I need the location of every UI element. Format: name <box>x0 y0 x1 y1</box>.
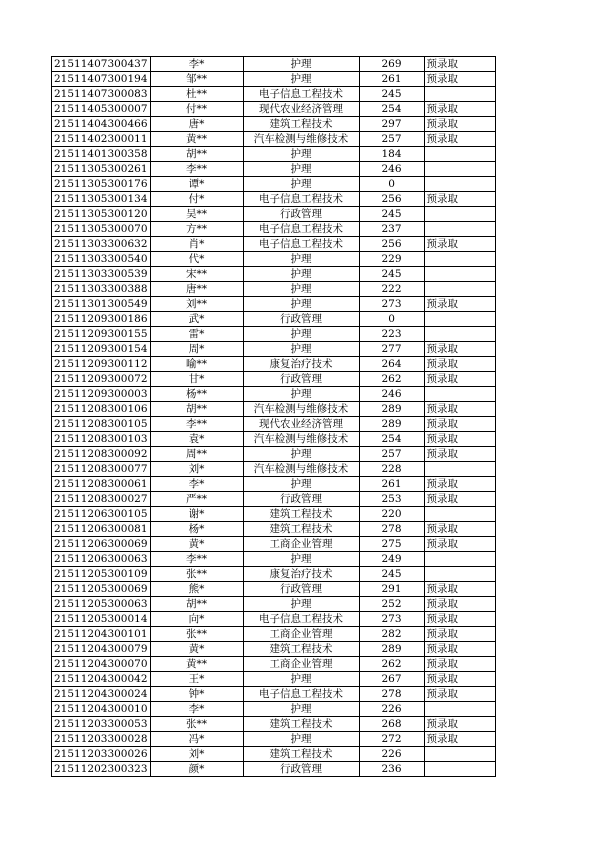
score-cell: 245 <box>359 267 424 282</box>
table-row <box>52 372 496 387</box>
score-cell: 0 <box>359 177 424 192</box>
table-row <box>52 552 496 567</box>
admission-status-cell <box>424 567 495 582</box>
admission-status-cell <box>424 312 495 327</box>
score-cell: 257 <box>359 447 424 462</box>
major-cell: 电子信息工程技术 <box>243 612 359 627</box>
table-row <box>52 627 496 642</box>
table-row <box>52 87 496 102</box>
score-cell: 252 <box>359 597 424 612</box>
admission-status-cell: 预录取 <box>424 72 495 87</box>
major-cell: 工商企业管理 <box>243 627 359 642</box>
major-cell: 护理 <box>243 342 359 357</box>
table-row <box>52 402 496 417</box>
candidate-name-cell: 李* <box>150 702 243 717</box>
admission-status-cell <box>424 747 495 762</box>
table-row <box>52 702 496 717</box>
major-cell: 护理 <box>243 57 359 72</box>
admission-status-cell <box>424 387 495 402</box>
admission-status-cell <box>424 267 495 282</box>
major-cell: 护理 <box>243 267 359 282</box>
candidate-id-cell: 21511202300323 <box>52 762 151 777</box>
major-cell: 建筑工程技术 <box>243 117 359 132</box>
major-cell: 建筑工程技术 <box>243 717 359 732</box>
admission-status-cell: 预录取 <box>424 657 495 672</box>
table-row <box>52 327 496 342</box>
table-row <box>52 117 496 132</box>
table-row <box>52 357 496 372</box>
major-cell: 护理 <box>243 672 359 687</box>
score-cell: 256 <box>359 192 424 207</box>
candidate-id-cell: 21511204300010 <box>52 702 151 717</box>
candidate-id-cell: 21511305300134 <box>52 192 151 207</box>
major-cell: 汽车检测与维修技术 <box>243 432 359 447</box>
major-cell: 护理 <box>243 252 359 267</box>
candidate-name-cell: 黄* <box>150 537 243 552</box>
table-row <box>52 642 496 657</box>
table-row <box>52 222 496 237</box>
major-cell: 护理 <box>243 147 359 162</box>
admission-status-cell: 预录取 <box>424 372 495 387</box>
major-cell: 护理 <box>243 387 359 402</box>
admission-status-cell: 预录取 <box>424 717 495 732</box>
admission-status-cell: 预录取 <box>424 237 495 252</box>
score-cell: 222 <box>359 282 424 297</box>
admission-status-cell <box>424 162 495 177</box>
candidate-name-cell: 周* <box>150 342 243 357</box>
table-row <box>52 507 496 522</box>
admission-status-cell: 预录取 <box>424 672 495 687</box>
score-cell: 269 <box>359 57 424 72</box>
major-cell: 行政管理 <box>243 762 359 777</box>
score-cell: 277 <box>359 342 424 357</box>
major-cell: 电子信息工程技术 <box>243 87 359 102</box>
table-row <box>52 492 496 507</box>
candidate-id-cell: 21511203300026 <box>52 747 151 762</box>
candidate-name-cell: 李** <box>150 552 243 567</box>
major-cell: 工商企业管理 <box>243 657 359 672</box>
score-cell: 253 <box>359 492 424 507</box>
candidate-name-cell: 黄** <box>150 657 243 672</box>
candidate-name-cell: 张** <box>150 567 243 582</box>
candidate-id-cell: 21511206300069 <box>52 537 151 552</box>
admission-status-cell: 预录取 <box>424 117 495 132</box>
table-row <box>52 147 496 162</box>
score-cell: 261 <box>359 477 424 492</box>
table-row <box>52 192 496 207</box>
score-cell: 246 <box>359 162 424 177</box>
candidate-name-cell: 谢* <box>150 507 243 522</box>
candidate-name-cell: 付** <box>150 102 243 117</box>
candidate-name-cell: 向* <box>150 612 243 627</box>
major-cell: 护理 <box>243 732 359 747</box>
score-cell: 254 <box>359 102 424 117</box>
admission-status-cell <box>424 462 495 477</box>
major-cell: 建筑工程技术 <box>243 522 359 537</box>
candidate-id-cell: 21511204300101 <box>52 627 151 642</box>
admission-status-cell <box>424 762 495 777</box>
candidate-id-cell: 21511205300014 <box>52 612 151 627</box>
score-cell: 220 <box>359 507 424 522</box>
major-cell: 护理 <box>243 447 359 462</box>
candidate-name-cell: 王* <box>150 672 243 687</box>
admission-status-cell: 预录取 <box>424 342 495 357</box>
table-row <box>52 537 496 552</box>
candidate-name-cell: 杨* <box>150 522 243 537</box>
major-cell: 护理 <box>243 597 359 612</box>
score-cell: 245 <box>359 567 424 582</box>
score-cell: 275 <box>359 537 424 552</box>
score-cell: 236 <box>359 762 424 777</box>
admission-status-cell: 预录取 <box>424 522 495 537</box>
major-cell: 护理 <box>243 177 359 192</box>
admission-status-cell: 预录取 <box>424 432 495 447</box>
major-cell: 行政管理 <box>243 492 359 507</box>
score-cell: 273 <box>359 612 424 627</box>
table-row <box>52 657 496 672</box>
candidate-id-cell: 21511303300632 <box>52 237 151 252</box>
score-cell: 297 <box>359 117 424 132</box>
admission-status-cell: 预录取 <box>424 627 495 642</box>
candidate-id-cell: 21511209300155 <box>52 327 151 342</box>
candidate-id-cell: 21511209300003 <box>52 387 151 402</box>
admission-status-cell: 预录取 <box>424 612 495 627</box>
major-cell: 护理 <box>243 162 359 177</box>
table-row <box>52 597 496 612</box>
candidate-name-cell: 喻** <box>150 357 243 372</box>
candidate-name-cell: 武* <box>150 312 243 327</box>
major-cell: 电子信息工程技术 <box>243 192 359 207</box>
score-cell: 254 <box>359 432 424 447</box>
candidate-name-cell: 刘** <box>150 297 243 312</box>
admission-status-cell: 预录取 <box>424 402 495 417</box>
candidate-name-cell: 谭* <box>150 177 243 192</box>
score-cell: 256 <box>359 237 424 252</box>
score-cell: 272 <box>359 732 424 747</box>
admission-status-cell: 预录取 <box>424 357 495 372</box>
candidate-id-cell: 21511209300112 <box>52 357 151 372</box>
table-row <box>52 162 496 177</box>
score-cell: 291 <box>359 582 424 597</box>
candidate-id-cell: 21511208300061 <box>52 477 151 492</box>
table-row <box>52 342 496 357</box>
score-cell: 223 <box>359 327 424 342</box>
admission-status-cell <box>424 177 495 192</box>
admission-status-cell <box>424 252 495 267</box>
candidate-id-cell: 21511204300042 <box>52 672 151 687</box>
candidate-id-cell: 21511203300053 <box>52 717 151 732</box>
major-cell: 行政管理 <box>243 312 359 327</box>
admission-status-cell <box>424 147 495 162</box>
candidate-name-cell: 杨** <box>150 387 243 402</box>
score-cell: 289 <box>359 642 424 657</box>
candidate-name-cell: 吴** <box>150 207 243 222</box>
candidate-id-cell: 21511204300070 <box>52 657 151 672</box>
candidate-id-cell: 21511204300024 <box>52 687 151 702</box>
candidate-name-cell: 严** <box>150 492 243 507</box>
admission-status-cell: 预录取 <box>424 102 495 117</box>
candidate-id-cell: 21511305300120 <box>52 207 151 222</box>
candidate-id-cell: 21511401300358 <box>52 147 151 162</box>
major-cell: 汽车检测与维修技术 <box>243 132 359 147</box>
table-row <box>52 282 496 297</box>
table-row <box>52 417 496 432</box>
table-row <box>52 717 496 732</box>
score-cell: 273 <box>359 297 424 312</box>
score-cell: 249 <box>359 552 424 567</box>
candidate-id-cell: 21511209300186 <box>52 312 151 327</box>
score-cell: 268 <box>359 717 424 732</box>
score-cell: 245 <box>359 207 424 222</box>
major-cell: 行政管理 <box>243 207 359 222</box>
candidate-id-cell: 21511303300388 <box>52 282 151 297</box>
candidate-id-cell: 21511404300466 <box>52 117 151 132</box>
admission-status-cell <box>424 87 495 102</box>
candidate-id-cell: 21511208300106 <box>52 402 151 417</box>
candidate-id-cell: 21511208300027 <box>52 492 151 507</box>
candidate-name-cell: 李* <box>150 477 243 492</box>
score-cell: 0 <box>359 312 424 327</box>
candidate-id-cell: 21511303300539 <box>52 267 151 282</box>
table-body <box>52 57 496 777</box>
candidate-id-cell: 21511206300063 <box>52 552 151 567</box>
table-row <box>52 207 496 222</box>
major-cell: 建筑工程技术 <box>243 507 359 522</box>
score-cell: 237 <box>359 222 424 237</box>
table-row <box>52 57 496 72</box>
admission-status-cell: 预录取 <box>424 597 495 612</box>
table-row <box>52 582 496 597</box>
candidate-id-cell: 21511407300083 <box>52 87 151 102</box>
score-cell: 278 <box>359 522 424 537</box>
admission-status-cell: 预录取 <box>424 477 495 492</box>
table-row <box>52 237 496 252</box>
table-row <box>52 432 496 447</box>
major-cell: 护理 <box>243 477 359 492</box>
score-cell: 229 <box>359 252 424 267</box>
candidate-id-cell: 21511209300072 <box>52 372 151 387</box>
major-cell: 现代农业经济管理 <box>243 417 359 432</box>
table-row <box>52 672 496 687</box>
table-row <box>52 177 496 192</box>
major-cell: 汽车检测与维修技术 <box>243 462 359 477</box>
candidate-id-cell: 21511405300007 <box>52 102 151 117</box>
table-row <box>52 132 496 147</box>
candidate-id-cell: 21511208300077 <box>52 462 151 477</box>
candidate-id-cell: 21511205300063 <box>52 597 151 612</box>
major-cell: 建筑工程技术 <box>243 747 359 762</box>
admission-status-cell <box>424 507 495 522</box>
candidate-name-cell: 雷* <box>150 327 243 342</box>
candidate-id-cell: 21511206300081 <box>52 522 151 537</box>
candidate-name-cell: 代* <box>150 252 243 267</box>
score-cell: 184 <box>359 147 424 162</box>
candidate-name-cell: 钟* <box>150 687 243 702</box>
major-cell: 护理 <box>243 72 359 87</box>
table-row <box>52 732 496 747</box>
candidate-id-cell: 21511301300549 <box>52 297 151 312</box>
table-row <box>52 312 496 327</box>
candidate-name-cell: 方** <box>150 222 243 237</box>
candidate-name-cell: 袁* <box>150 432 243 447</box>
score-cell: 289 <box>359 417 424 432</box>
admission-status-cell: 预录取 <box>424 57 495 72</box>
score-cell: 264 <box>359 357 424 372</box>
candidate-name-cell: 李* <box>150 57 243 72</box>
candidate-id-cell: 21511206300105 <box>52 507 151 522</box>
candidate-name-cell: 唐** <box>150 282 243 297</box>
major-cell: 护理 <box>243 297 359 312</box>
admission-status-cell: 预录取 <box>424 297 495 312</box>
major-cell: 护理 <box>243 327 359 342</box>
candidate-id-cell: 21511203300028 <box>52 732 151 747</box>
major-cell: 建筑工程技术 <box>243 642 359 657</box>
admission-status-cell: 预录取 <box>424 492 495 507</box>
candidate-id-cell: 21511208300105 <box>52 417 151 432</box>
score-cell: 257 <box>359 132 424 147</box>
admission-status-cell: 预录取 <box>424 447 495 462</box>
admission-status-cell: 预录取 <box>424 732 495 747</box>
major-cell: 康复治疗技术 <box>243 357 359 372</box>
admission-status-cell: 预录取 <box>424 192 495 207</box>
admission-status-cell: 预录取 <box>424 417 495 432</box>
candidate-name-cell: 刘* <box>150 747 243 762</box>
candidate-name-cell: 唐* <box>150 117 243 132</box>
candidate-name-cell: 宋** <box>150 267 243 282</box>
score-cell: 245 <box>359 87 424 102</box>
table-row <box>52 762 496 777</box>
admission-status-cell: 预录取 <box>424 642 495 657</box>
candidate-name-cell: 李** <box>150 417 243 432</box>
candidate-id-cell: 21511303300540 <box>52 252 151 267</box>
candidate-name-cell: 胡** <box>150 402 243 417</box>
candidate-name-cell: 甘* <box>150 372 243 387</box>
candidate-id-cell: 21511407300437 <box>52 57 151 72</box>
table-row <box>52 522 496 537</box>
admission-status-cell: 预录取 <box>424 537 495 552</box>
table-row <box>52 267 496 282</box>
table-row <box>52 297 496 312</box>
candidate-name-cell: 胡** <box>150 147 243 162</box>
table-row <box>52 447 496 462</box>
candidate-name-cell: 肖* <box>150 237 243 252</box>
table-row <box>52 462 496 477</box>
major-cell: 行政管理 <box>243 372 359 387</box>
candidate-id-cell: 21511205300109 <box>52 567 151 582</box>
candidate-name-cell: 刘* <box>150 462 243 477</box>
table-row <box>52 612 496 627</box>
score-cell: 228 <box>359 462 424 477</box>
candidate-id-cell: 21511208300092 <box>52 447 151 462</box>
candidate-id-cell: 21511205300069 <box>52 582 151 597</box>
admission-status-cell <box>424 207 495 222</box>
score-cell: 267 <box>359 672 424 687</box>
candidate-name-cell: 杜** <box>150 87 243 102</box>
score-cell: 226 <box>359 747 424 762</box>
major-cell: 现代农业经济管理 <box>243 102 359 117</box>
table-row <box>52 387 496 402</box>
major-cell: 工商企业管理 <box>243 537 359 552</box>
candidate-name-cell: 张** <box>150 717 243 732</box>
candidate-id-cell: 21511402300011 <box>52 132 151 147</box>
score-cell: 262 <box>359 657 424 672</box>
score-cell: 262 <box>359 372 424 387</box>
score-cell: 261 <box>359 72 424 87</box>
admission-status-cell <box>424 552 495 567</box>
candidate-id-cell: 21511305300070 <box>52 222 151 237</box>
candidate-name-cell: 颜* <box>150 762 243 777</box>
table-row <box>52 102 496 117</box>
table-row <box>52 252 496 267</box>
admission-status-cell <box>424 702 495 717</box>
table-row <box>52 72 496 87</box>
candidate-name-cell: 付* <box>150 192 243 207</box>
admission-status-cell <box>424 327 495 342</box>
candidate-name-cell: 周** <box>150 447 243 462</box>
candidate-id-cell: 21511209300154 <box>52 342 151 357</box>
candidate-name-cell: 李** <box>150 162 243 177</box>
candidate-id-cell: 21511407300194 <box>52 72 151 87</box>
candidate-name-cell: 黄* <box>150 642 243 657</box>
major-cell: 电子信息工程技术 <box>243 237 359 252</box>
major-cell: 行政管理 <box>243 582 359 597</box>
table-row <box>52 687 496 702</box>
major-cell: 康复治疗技术 <box>243 567 359 582</box>
candidate-name-cell: 邹** <box>150 72 243 87</box>
major-cell: 护理 <box>243 702 359 717</box>
candidate-name-cell: 黄** <box>150 132 243 147</box>
admission-status-cell <box>424 282 495 297</box>
major-cell: 电子信息工程技术 <box>243 222 359 237</box>
major-cell: 护理 <box>243 552 359 567</box>
table-row <box>52 477 496 492</box>
score-cell: 246 <box>359 387 424 402</box>
admission-results-table <box>51 56 496 777</box>
score-cell: 226 <box>359 702 424 717</box>
admission-status-cell: 预录取 <box>424 582 495 597</box>
candidate-name-cell: 冯* <box>150 732 243 747</box>
candidate-id-cell: 21511204300079 <box>52 642 151 657</box>
major-cell: 护理 <box>243 282 359 297</box>
candidate-id-cell: 21511208300103 <box>52 432 151 447</box>
admission-status-cell: 预录取 <box>424 132 495 147</box>
score-cell: 289 <box>359 402 424 417</box>
candidate-id-cell: 21511305300261 <box>52 162 151 177</box>
score-cell: 278 <box>359 687 424 702</box>
table-row <box>52 747 496 762</box>
table-row <box>52 567 496 582</box>
candidate-name-cell: 张** <box>150 627 243 642</box>
major-cell: 电子信息工程技术 <box>243 687 359 702</box>
candidate-name-cell: 胡** <box>150 597 243 612</box>
admission-status-cell: 预录取 <box>424 687 495 702</box>
admission-status-cell <box>424 222 495 237</box>
major-cell: 汽车检测与维修技术 <box>243 402 359 417</box>
score-cell: 282 <box>359 627 424 642</box>
candidate-id-cell: 21511305300176 <box>52 177 151 192</box>
candidate-name-cell: 熊* <box>150 582 243 597</box>
